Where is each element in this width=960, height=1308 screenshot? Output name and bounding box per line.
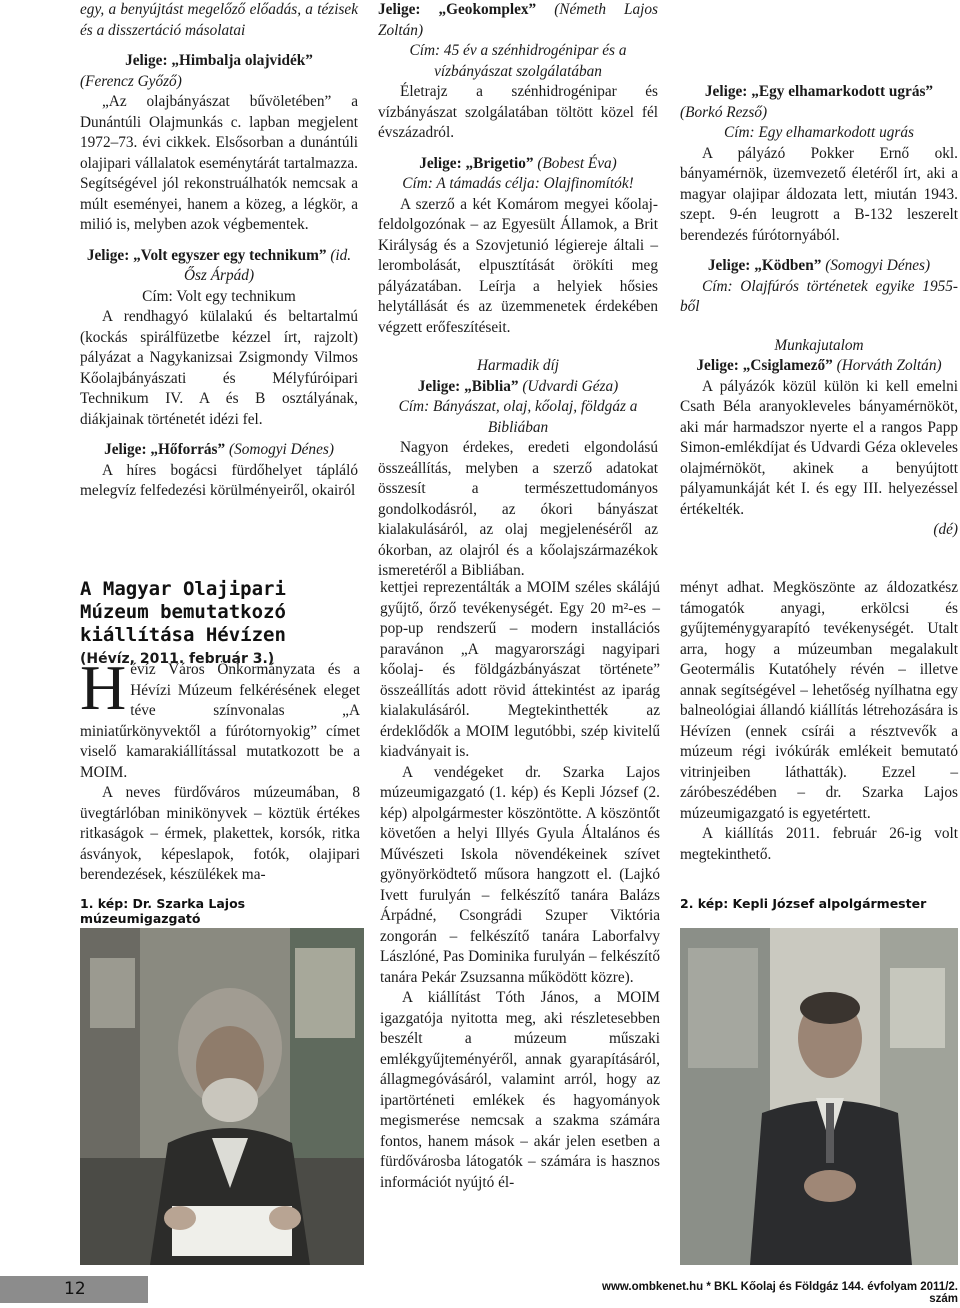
article-paragraph: kettjei reprezentálták a MOIM széles skálájú gyűjtő, őrző tevékenységét. Egy 20 m²-es – pop-up rendszerű – modern installációs paravánon „A magyarországi nagyipari kőolaj- és földgázbányászat története” összeállítás adott rövid áttekintést az iparág kialakulásáról. Megtekinthették az érdeklődők a MOIM legutóbbi, szép kivitelű kiadványait is.	[380, 579, 660, 760]
article-column-3	[680, 578, 958, 865]
entry-title: Cím: 45 év a szénhidrogénipar és a vízbányászat szolgálatában	[409, 42, 627, 80]
entry-heading: Jelige: „Hőforrás” (Somogyi Dénes)	[104, 441, 334, 458]
entry-heading: Jelige: „Ködben” (Somogyi Dénes)	[707, 257, 931, 274]
entry-body: Nagyon érdekes, eredeti elgondolású összeállítás, melyben a szerző adatokat összesít a természettudományos gondolkodásról, az ókori bányászat kialakulásáról, az olaj megjelenéséről az ókorban, az olajról és a kőolajszármazékok ismeretéről a Bibliában.	[378, 439, 658, 579]
article-paragraph: A kiállítást Tóth János, a MOIM igazgatója nyitotta meg, aki részletesebben beszélt a múzeum műszaki emlékgyűjteményéről, annak gyarapításáról, állagmegóvásáról, valamint arról, hogy az ipartörténeti emlékek és hagyományok megismerése nemcsak a szakma számára fontos, hanem mások – akár jelen esetben a fürdővárosba látogatók – számára is hasznos információt nyújtó él-	[380, 989, 660, 1191]
entry-author: (Borkó Rezső)	[680, 103, 768, 121]
photo-1	[80, 928, 364, 1265]
entry-body: A pályázó Pokker Ernő okl. bányamérnök, üzemvezető életéről írt, aki a magyar olajipar áldozata lett, miután 1943. szept. 9-én leugrott a B-132 leszerelt berendezés fúrótornyából.	[680, 144, 958, 244]
entry-author: (Ferencz Győző)	[80, 72, 182, 90]
column-1-top	[80, 0, 358, 502]
photo-1-caption: 1. kép: Dr. Szarka Lajos múzeumigazgató	[80, 896, 246, 926]
article-column-2	[380, 578, 660, 1193]
entry-body: A szerző a két Komárom megyei kőolaj-feldolgozónak – az Egyesült Államok, a Brit Királyság és a Szovjetunió légiereje általi – lerombolását, elpusztítását örökíti meg pályázatában. Leírja a helyiek hősies helytállását és az üzemmenetek érdekében végzett erőfeszítéseit.	[378, 195, 658, 336]
page-number: 12	[64, 1279, 86, 1299]
article-paragraph: A kiállítás 2011. február 26-ig volt megtekinthető.	[680, 825, 958, 863]
entry-title: Cím: A támadás célja: Olajfinomítók!	[402, 175, 634, 192]
footer-text: www.ombkenet.hu * BKL Kőolaj és Földgáz 144. évfolyam 2011/2. szám	[602, 1281, 958, 1305]
entry-body: A híres bogácsi fürdőhelyet tápláló melegvíz felfedezési körülményeiről, okairól	[80, 461, 358, 499]
photo-2-caption: 2. kép: Kepli József alpolgármester	[680, 896, 927, 911]
entry-title: Cím: Volt egy technikum	[142, 287, 296, 305]
drop-cap: H	[80, 652, 127, 723]
intro-text: egy, a benyújtást megelőző előadás, a tézisek és a disszertáció másolatai	[80, 1, 358, 39]
entry-heading: Jelige: „Biblia” (Udvardi Géza)	[417, 377, 619, 395]
entry-heading: Jelige: „Volt egyszer egy technikum” (id. Ősz Árpád)	[86, 246, 352, 284]
entry-body: „Az olajbányászat bűvöletében” a Dunántúli Olajmunkás c. lapban megjelent 1972–73. évi cikkek. Elsősorban a dunántúli olajipari vállalatok eseménytárát tartalmazza. Segítségével jól rekonstruálhatók nemcsak a múlt eseményei, hanem a közeg, a légkör, a milió is, melyben azok végbementek.	[80, 93, 358, 233]
page-number-box	[0, 1276, 148, 1303]
entry-body: A pályázók közül külön ki kell emelni Csath Béla aranyokleveles bányamérnököt, aki már harmadszor nyerte el a rangos Papp Simon-emlékdíjat és Udvardi Géza okleveles olajmérnököt, akinek a benyújtott pályamunkáját két I. és egy III. helyezéssel értékelték.	[680, 377, 958, 518]
entry-body: A rendhagyó külalakú és beltartalmú (kockás spirálfüzetbe kézzel írt, rajzolt) pályázat a Nagykanizsai Zsigmondy Vilmos Kőolajbányászati és Mélyfúróipari Technikum IV. A és B osztályának, diákjainak történetét idézi fel.	[80, 308, 358, 428]
entry-heading: Jelige: „Brigetio” (Bobest Éva)	[419, 154, 617, 172]
article-paragraph: ményt adhat. Megköszönte az áldozatkész támogatók anyagi, erkölcsi és gyűjteménygyarapító tevékenységét. Utalt arra, hogy a múzeumban megalakult Geotermális Kutatóhely révén – illetve annak segítségével – lehetőség nyílhatna egy balneológiai állandó kiállítás létrehozására is Hévízen (ennek csírái a résztvevők a múzeum régi ivókúrák emlékeit bemutató vitrinjeiben láthatták). Ezzel – záróbeszédében – dr. Szarka Lajos múzeumigazgató is egyetértett.	[680, 579, 958, 822]
entry-heading: Jelige: „Egy elhamarkodott ugrás”	[704, 83, 934, 100]
column-2-top	[378, 0, 658, 579]
prize-label: Harmadik díj	[476, 357, 559, 374]
prize-label: Munkajutalom	[774, 336, 864, 354]
entry-heading: Jelige: „Csiglamező” (Horváth Zoltán)	[696, 357, 942, 374]
entry-heading: Jelige: „Geokomplex” (Németh Lajos Zoltán)	[378, 1, 658, 39]
article-title: A Magyar Olajipari Múzeum bemutatkozó kiállítása Hévízen	[80, 578, 286, 646]
entry-heading: Jelige: „Himbalja olajvidék”	[125, 52, 313, 69]
article-paragraph: A vendégeket dr. Szarka Lajos múzeumigazgató (1. kép) és Kepli József (2. kép) alpolgármester köszöntötte. A köszöntőt követően a helyi Illyés Gyula Általános és Művészeti Iskola növendékeinek szívet gyönyörködtető műsora hangzott el. (Lajkó Ivett furulyán – felkészítő tanára Balázs Árpádné, Csongrádi Szuper Viktória zongorán – felkészítő tanára Laborfalvy Lászlóné, Pas Dominika furulyán – felkészítő tanára Pekár Zsuzsanna működött közre).	[380, 763, 660, 986]
photo-2	[680, 928, 958, 1265]
entry-title: Cím: Olajfúrós történetek egyike 1955-ből	[680, 277, 958, 315]
entry-title: Cím: Bányászat, olaj, kőolaj, földgáz a Bibliában	[398, 398, 638, 436]
entry-title: Cím: Egy elhamarkodott ugrás	[724, 124, 914, 141]
article-paragraph: A neves fürdőváros múzeumában, 8 üvegtárlóban minikönyvek – köztük értékes ritkaságok – érmek, plakettek, korsók, ritka ásványok, képeslapok, fotók, olajipari berendezések, készülékek ma-	[80, 784, 360, 883]
article-lead: évíz Város Önkormányzata és a Hévízi Múzeum felkérésének eleget téve színvonalas „A miniatűrkönyvektől a fúrótornyokig” címet viselő kamarakiállítással mutatkozott be a MOIM.	[80, 661, 360, 781]
column-3-top	[680, 82, 958, 541]
signature: (dé)	[933, 521, 958, 538]
entry-body: Életrajz a szénhidrogénipar és vízbányászat szolgálatában töltött közel fél évszázadról.	[378, 83, 658, 141]
article-subtitle: (Hévíz, 2011. február 3.)	[80, 651, 275, 667]
